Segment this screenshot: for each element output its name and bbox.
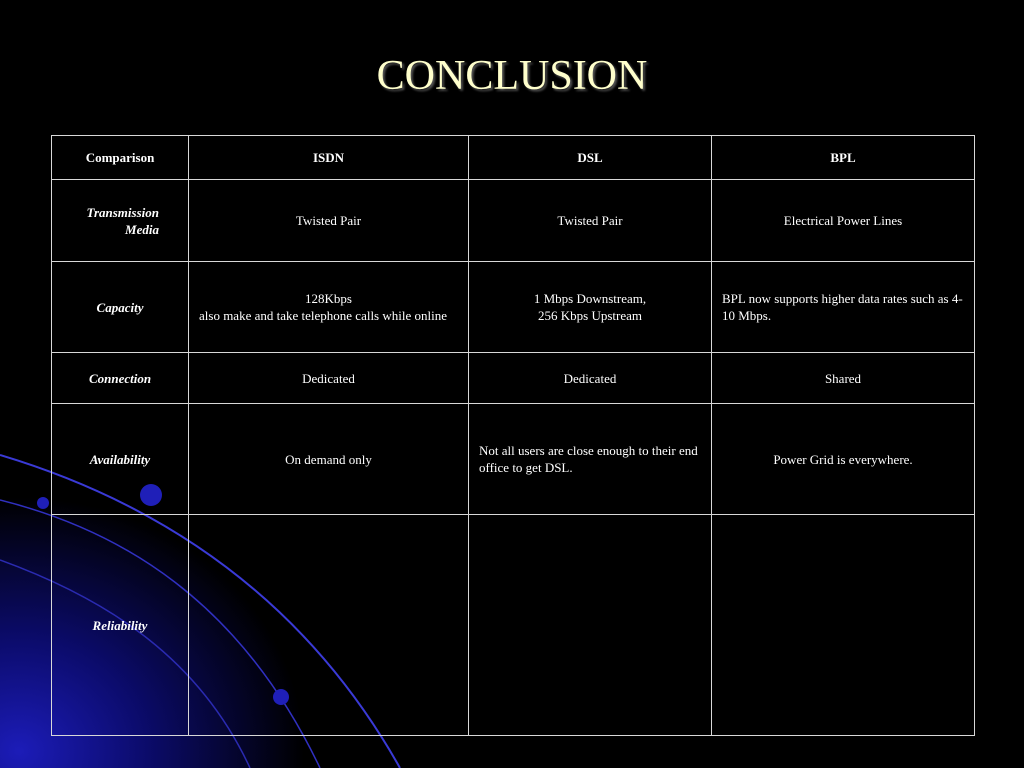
row-label-line1: Transmission: [86, 204, 159, 220]
cell-connection-dsl: Dedicated: [469, 353, 712, 404]
cell-capacity-dsl: [469, 262, 712, 353]
cell-capacity-isdn-line2: also make and take telephone calls while online: [199, 308, 447, 323]
header-comparison: Comparison: [52, 136, 189, 180]
cell-capacity-dsl-line2: 256 Kbps Upstream: [538, 308, 642, 323]
cell-connection-bpl: Shared: [712, 353, 975, 404]
cell-capacity-isdn-line1: 128Kbps: [305, 291, 352, 306]
table-row-transmission-media: [52, 180, 975, 262]
row-label-capacity: Capacity: [52, 262, 189, 353]
row-label-connection: Connection: [52, 353, 189, 404]
cell-transmission-isdn: Twisted Pair: [189, 180, 469, 262]
cell-transmission-dsl: Twisted Pair: [469, 180, 712, 262]
decor-dot-2: [37, 497, 49, 509]
table-row-reliability: [52, 515, 975, 736]
row-label-transmission-media: [52, 180, 189, 262]
row-label-line2: Media: [125, 221, 159, 237]
cell-availability-dsl: Not all users are close enough to their end office to get DSL.: [469, 404, 712, 515]
header-dsl: DSL: [469, 136, 712, 180]
cell-capacity-bpl: BPL now supports higher data rates such as 4-10 Mbps.: [712, 262, 975, 353]
cell-reliability-dsl: [469, 515, 712, 736]
cell-connection-isdn: Dedicated: [189, 353, 469, 404]
cell-availability-bpl: Power Grid is everywhere.: [712, 404, 975, 515]
cell-availability-isdn: On demand only: [189, 404, 469, 515]
table-row-capacity: [52, 262, 975, 353]
table-row-connection: [52, 353, 975, 404]
slide-title: CONCLUSION: [376, 53, 648, 99]
row-label-availability: Availability: [52, 404, 189, 515]
cell-capacity-isdn: [189, 262, 469, 353]
table-header-row: [52, 136, 975, 180]
cell-reliability-isdn: [189, 515, 469, 736]
cell-transmission-bpl: Electrical Power Lines: [712, 180, 975, 262]
row-label-reliability: Reliability: [52, 515, 189, 736]
header-bpl: BPL: [712, 136, 975, 180]
comparison-table: [51, 135, 975, 736]
header-isdn: ISDN: [189, 136, 469, 180]
cell-reliability-bpl: [712, 515, 975, 736]
cell-capacity-dsl-line1: 1 Mbps Downstream,: [533, 291, 647, 306]
table-row-availability: [52, 404, 975, 515]
